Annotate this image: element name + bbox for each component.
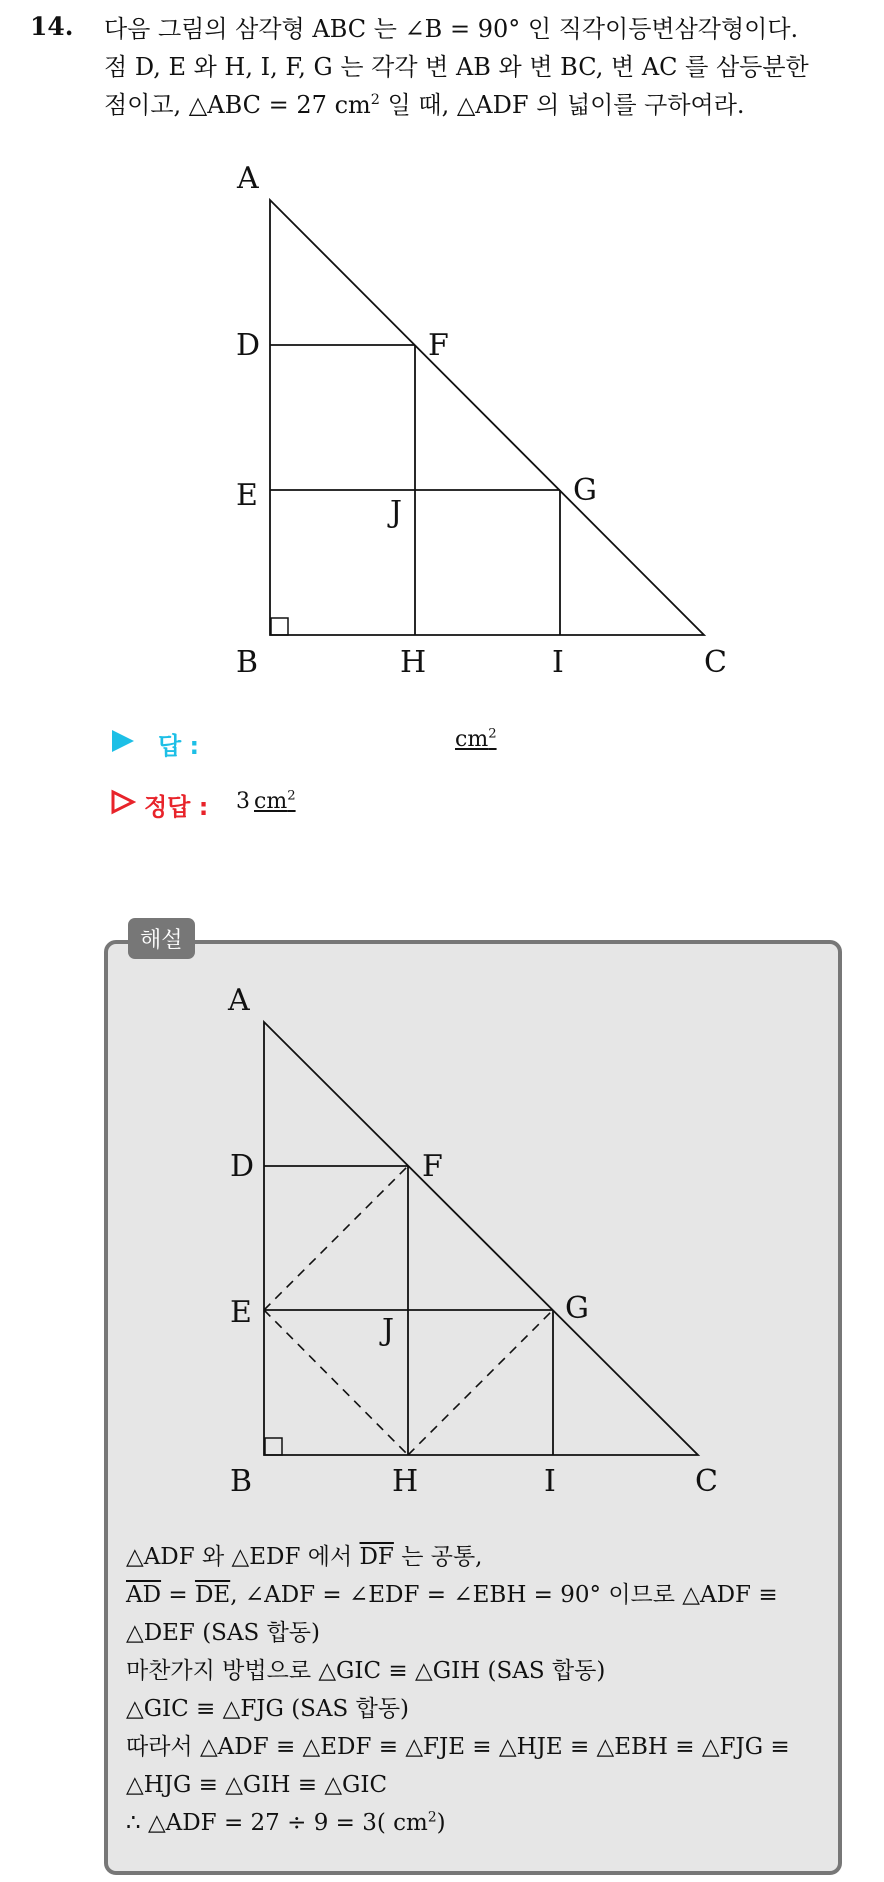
sol-label-d: D [230,1149,255,1184]
answer-unit: $cm^2$ [455,726,497,752]
label-g: G [573,473,597,508]
question-figure [0,0,884,700]
sol-label-b: B [230,1464,253,1499]
sol-triangle-abc [264,1022,698,1455]
sol-line-2: $\overline{AD} = \overline{DE}$, ∠ADF = ∠EDF = ∠EBH = 90° 이므로 △ADF ≡ [126,1582,778,1608]
sol-line-3: △DEF (SAS 합동) [126,1620,321,1646]
sol-line-7: △HJG ≡ △GIH ≡ △GIC [126,1772,388,1798]
play-icon [110,728,136,760]
dash-ef [264,1166,408,1310]
question-superscript: 2 [370,92,380,108]
label-i: I [552,645,564,680]
sol-line-4: 마찬가지 방법으로 △GIC ≡ △GIH (SAS 합동) [126,1658,606,1684]
sol-right-angle-mark [265,1438,282,1455]
label-e: E [236,478,258,513]
correct-answer-value: 3 $cm^2$ [236,788,296,814]
answer-label: 답 : [158,732,200,760]
question-line-3a: 점이고, △ABC = 27 cm [104,91,371,119]
answer-row [110,726,199,761]
triangle-abc [270,200,704,635]
question-line-1: 다음 그림의 삼각형 ABC 는 ∠B = 90° 인 직각이등변삼각형이다. [104,15,799,43]
play-outline-icon [110,789,136,821]
question-line-3b: 일 때, △ADF 의 넓이를 구하여라. [387,91,745,119]
sol-line-5: △GIC ≡ △FJG (SAS 합동) [126,1696,410,1722]
sol-label-a: A [228,983,250,1018]
dash-hg [408,1310,553,1455]
label-d: D [236,328,261,363]
solution-text [126,1538,790,1842]
sol-line-1: △ADF 와 △EDF 에서 $\overline{DF}$ 는 공통, [126,1544,483,1570]
label-j: J [390,495,403,530]
solution-tag: 해설 [128,918,195,959]
label-a: A [237,161,259,196]
sol-label-j: J [382,1313,395,1348]
sol-label-h: H [392,1464,419,1499]
question-number: 14. [30,12,74,41]
sol-line-8: ∴ △ADF = 27 ÷ 9 = 3( $cm^2$) [126,1809,446,1836]
sol-label-f: F [422,1149,443,1184]
segment-ad-overline: $\overline{AD}$ [126,1582,162,1608]
sol-line-6: 따라서 △ADF ≡ △EDF ≡ △FJE ≡ △HJE ≡ △EBH ≡ △FJG ≡ [126,1734,790,1760]
label-h: H [400,645,427,680]
label-b: B [236,645,259,680]
correct-answer-label: 정답 : [144,793,209,821]
solution-figure [0,960,884,1560]
label-f: F [428,328,449,363]
sol-label-e: E [230,1295,252,1330]
sol-label-c: C [695,1464,718,1499]
right-angle-mark [271,618,288,635]
segment-de-overline: $\overline{DE}$ [194,1582,231,1608]
correct-answer-row [110,787,208,822]
sol-label-g: G [565,1291,589,1326]
segment-df-overline: $\overline{DF}$ [359,1544,394,1570]
question-line-2: 점 D, E 와 H, I, F, G 는 각각 변 AB 와 변 BC, 변 AC 를 삼등분한 [104,53,809,81]
label-c: C [704,645,727,680]
sol-label-i: I [544,1464,556,1499]
